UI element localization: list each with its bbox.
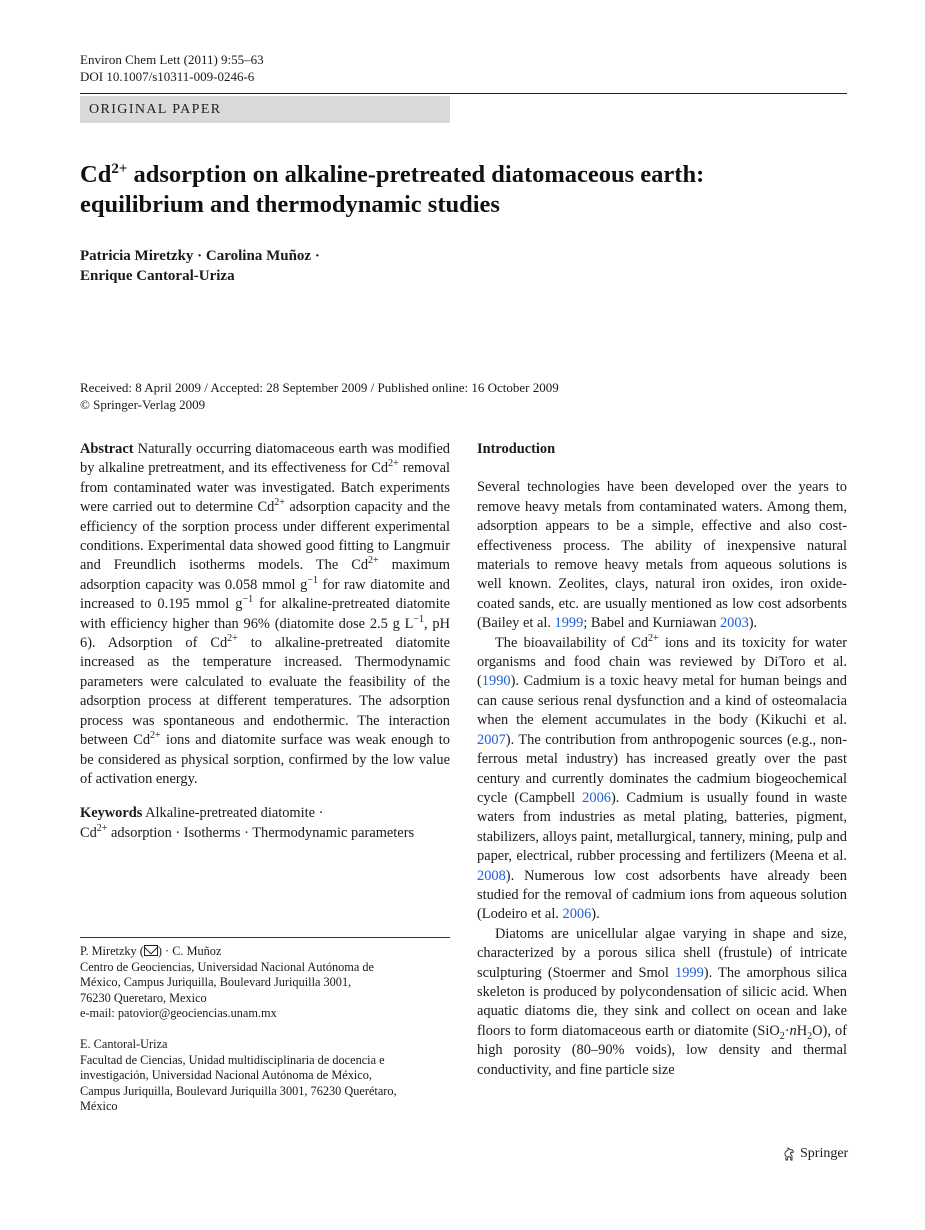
copyright: © Springer-Verlag 2009 bbox=[80, 397, 206, 412]
email-link[interactable]: e-mail: patovior@geociencias.unam.mx bbox=[80, 1006, 277, 1021]
affiliation-1: P. Miretzky ( ) · C. Muñoz Centro de Geociencias, Universidad Nacional Autónoma de México, Campus Juriquilla, Boulevard Juriquilla 3001, 76230 Queretaro, Mexico e-mail: patovior@geociencias.unam.mx bbox=[80, 944, 460, 1022]
citation-link[interactable]: 2006 bbox=[582, 789, 611, 806]
abstract-label: Abstract bbox=[80, 441, 134, 457]
abstract: Abstract Naturally occurring diatomaceous earth was modified by alkaline pretreatment, and its effectiveness for $Cd^{2+}$ removal from contaminated water was investigated. Batch experiments were carried out to determine $Cd^{2+}$ adsorption capacity and the efficiency of the sorption process under different experimental conditions. Experimental data showed good fitting to Langmuir and Freundlich isotherms models. The $Cd^{2+}$ maximum adsorption capacity was 0.058 mmol $g^{-1}$ for raw diatomite and increased to 0.195 mmol $g^{-1}$ for alkaline-pretreated diatomite with efficiency higher than 96% (diatomite dose 2.5 g $L^{-1}$, pH 6). Adsorption of $Cd^{2+}$ to alkaline-pretreated diatomite increased as the temperature increased. Thermodynamic parameters were calculated to evaluate the feasibility of the adsorption process at different temperatures. The adsorption process was spontaneous and endothermic. The interaction between $Cd^{2+}$ ions and diatomite surface was weak enough to be considered as physical sorption, confirmed by the low value of activation energy. bbox=[80, 441, 450, 787]
citation-link[interactable]: 2008 bbox=[477, 867, 506, 884]
citation-link[interactable]: 1999 bbox=[675, 964, 704, 981]
paper-title: $Cd^{2+}$ adsorption on alkaline-pretreated diatomaceous earth: equilibrium and thermodynamic studies bbox=[80, 160, 705, 218]
journal-header bbox=[80, 51, 264, 85]
affiliation-2: E. Cantoral-Uriza Facultad de Ciencias, Unidad multidisciplinaria de docencia e investigación, Universidad Nacional Autónoma de México, Campus Juriquilla, Boulevard Juriquilla 3001, 76230 Querétaro, México bbox=[80, 1037, 397, 1114]
journal-citation: Environ Chem Lett (2011) 9:55–63 bbox=[80, 52, 264, 67]
article-type-banner: ORIGINAL PAPER bbox=[80, 96, 450, 123]
left-column bbox=[80, 440, 450, 843]
intro-paragraph-1: Several technologies have been developed over the years to remove heavy metals from contaminated waters. Among them, adsorption appears to be a simple, effective and also cost-effectiveness process. The ability of inexpensive natural materials to remove heavy metals from aqueous solutions is well known. Zeolites, clays, natural iron oxides, iron oxide-coated sands, etc. are usually mentioned as low cost adsorbents (Bailey et al. 1999; Babel and Kurniawan 2003). bbox=[477, 479, 847, 632]
keywords-label: Keywords bbox=[80, 805, 143, 822]
keywords: Keywords Alkaline-pretreated diatomite · $Cd^{2+}$ adsorption · Isotherms · Thermodynamic parameters bbox=[80, 805, 415, 841]
publisher-footer bbox=[783, 1145, 848, 1163]
intro-paragraph-2: The bioavailability of $Cd^{2+}$ ions and its toxicity for water organisms and food chain was reviewed by DiToro et al. (1990). Cadmium is a toxic heavy metal for human beings and can cause serious renal dysfunction and a kind of osteomalacia when the element accumulates in the body (Kikuchi et al. 2007). The contribution from anthropogenic sources (e.g., non-ferrous metal industry) has increased greatly over the past century and currently dominates the cadmium biogeochemical cycle (Campbell 2006). Cadmium is usually found in waste waters from industries as metal plating, batteries, pigment, stabilizers, alloys paint, metallurgical, tannery, mining, pulp and paper, electrical, rubber processing and fertilizers (Meena et al. 2008). Numerous low cost adsorbents have already been studied for the removal of cadmium ions from aqueous solution (Lodeiro et al. 2006). bbox=[477, 632, 847, 923]
citation-link[interactable]: 2006 bbox=[562, 906, 592, 923]
publisher-name: Springer bbox=[800, 1146, 849, 1161]
publication-history: Received: 8 April 2009 / Accepted: 28 September 2009 / Published online: 16 October 2009 © Springer-Verlag 2009 bbox=[80, 380, 559, 412]
springer-horse-icon bbox=[783, 1147, 795, 1161]
citation-link[interactable]: 2003 bbox=[719, 615, 749, 632]
intro-paragraph-3: Diatoms are unicellular algae varying in shape and size, characterized by a porous silica shell (frustule) of intricate sculpturing (Stoermer and Smol 1999). The amorphous silica skeleton is produced by polycondensation of silicic acid. When aquatic diatoms die, they sink and collect on ocean and lake floors to form diatomaceous earth or diatomite $(SiO_2\cdot nH_2O)$, of high porosity (80–90% voids), low density and thermal conductivity, and fine particle size bbox=[477, 925, 847, 1078]
header-rule bbox=[80, 93, 847, 94]
introduction-heading: Introduction bbox=[477, 441, 556, 457]
citation-link[interactable]: 1990 bbox=[481, 673, 511, 690]
right-column bbox=[477, 440, 847, 1080]
footnote-rule bbox=[80, 937, 450, 938]
citation-link[interactable]: 2007 bbox=[477, 731, 506, 748]
doi: DOI 10.1007/s10311-009-0246-6 bbox=[80, 69, 255, 84]
envelope-icon[interactable] bbox=[144, 945, 158, 956]
citation-link[interactable]: 1999 bbox=[554, 615, 584, 632]
author-list: Patricia Miretzky · Carolina Muñoz · Enrique Cantoral-Uriza bbox=[80, 248, 320, 284]
